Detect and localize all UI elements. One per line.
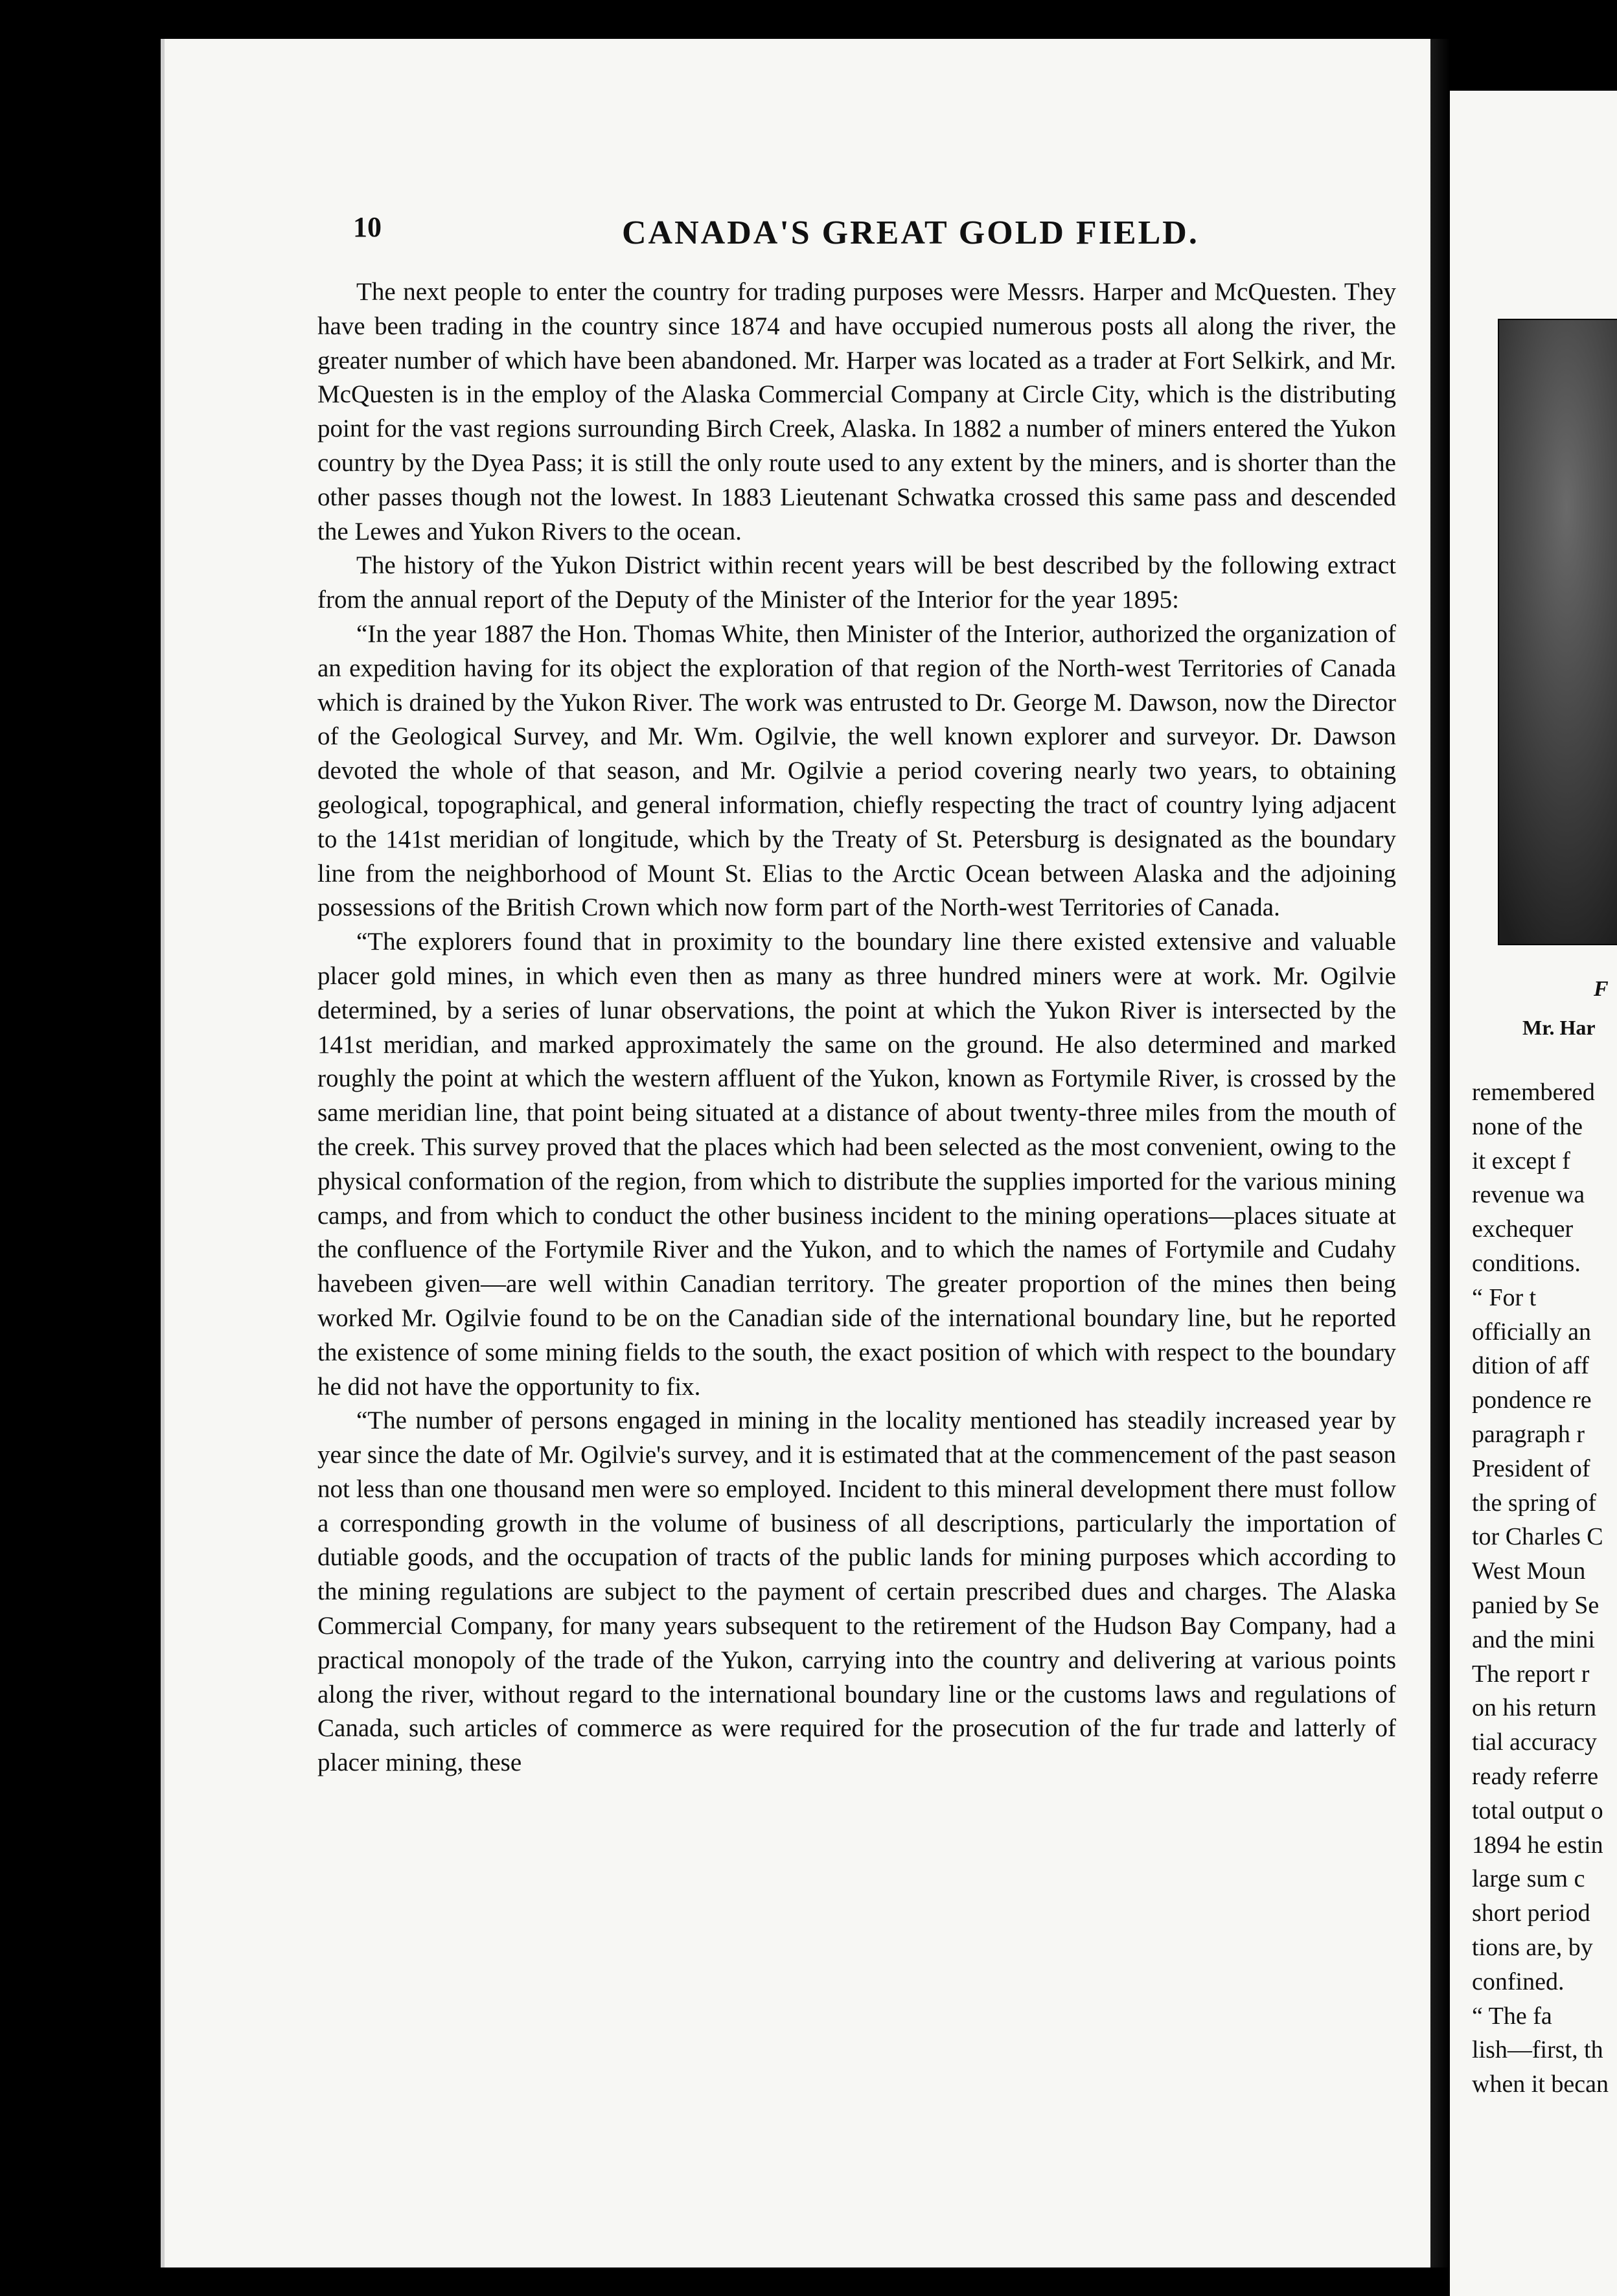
text-line: President of bbox=[1472, 1454, 1590, 1482]
text-line: The report r bbox=[1472, 1660, 1590, 1688]
text-line: conditions. bbox=[1472, 1249, 1581, 1277]
main-text bbox=[317, 275, 1396, 1780]
text-line: “ The fa bbox=[1472, 2002, 1552, 2030]
text-line: tial accuracy bbox=[1472, 1728, 1598, 1756]
text-line: revenue wa bbox=[1472, 1181, 1585, 1209]
text-line: panied by Se bbox=[1472, 1591, 1600, 1619]
text-line: exchequer bbox=[1472, 1215, 1574, 1243]
text-line: officially an bbox=[1472, 1318, 1591, 1346]
text-line: it except f bbox=[1472, 1147, 1570, 1175]
text-line: on his return bbox=[1472, 1694, 1597, 1722]
text-line: remembered bbox=[1472, 1079, 1595, 1106]
photograph bbox=[1498, 319, 1617, 945]
figure-caption-label: F bbox=[1594, 977, 1609, 1001]
text-line: ready referre bbox=[1472, 1762, 1599, 1790]
text-line: confined. bbox=[1472, 1968, 1565, 1995]
paragraph: “The number of persons engaged in mining in the locality mentioned has steadily increased year by year since the date of Mr. Ogilvie's survey, and it is estimated that at the commencement of the past season not less than one thousand men were so employed. Incident to this mineral development there must follow a corresponding growth in the volume of business of all descriptions, particularly the importation of dutiable goods, and the occupation of tracts of the public lands for mining purposes which according to the mining regulations are subject to the payment of certain prescribed dues and charges. The Alaska Commercial Company, for many years subsequent to the retirement of the Hudson Bay Company, had a practical monopoly of the trade of the Yukon, carrying into the country and delivering at various points along the river, without regard to the international boundary line or the customs laws and regulations of Canada, such articles of commerce as were required for the prosecution of the fur trade and latterly of placer mining, these bbox=[317, 1406, 1396, 1777]
paragraph: The history of the Yukon District within recent years will be best described by the following extract from the annual report of the Deputy of the Minister of the Interior for the year 1895: bbox=[317, 551, 1396, 614]
figure-caption: Mr. Har bbox=[1522, 1016, 1596, 1039]
text-line: the spring of bbox=[1472, 1489, 1597, 1517]
text-line: tions are, by bbox=[1472, 1933, 1593, 1961]
text-line: tor Charles C bbox=[1472, 1523, 1603, 1551]
text-line: short period bbox=[1472, 1900, 1590, 1927]
book-gutter bbox=[1430, 39, 1450, 2267]
text-line: 1894 he estin bbox=[1472, 1831, 1603, 1859]
right-page-text bbox=[1472, 1075, 1617, 2102]
text-line: when it becan bbox=[1472, 2071, 1609, 2098]
paragraph: “In the year 1887 the Hon. Thomas White, then Minister of the Interior, authorized the organization of an expedition having for its object the exploration of that region of the North-west Territories of Canada which is drained by the Yukon River. The work was entrusted to Dr. George M. Dawson, now the Director of the Geological Survey, and Mr. Wm. Ogilvie, the well known explorer and surveyor. Dr. Dawson devoted the whole of that season, and Mr. Ogilvie a period covering nearly two years, to obtaining geological, topographical, and general information, chiefly respecting the tract of country lying adjacent to the 141st meridian of longitude, which by the Treaty of St. Petersburg is designated as the boundary line from the neighborhood of Mount St. Elias to the Arctic Ocean between Alaska and the adjoining possessions of the British Crown which now form part of the North-west Territories of Canada. bbox=[317, 619, 1396, 922]
text-line: total output o bbox=[1472, 1797, 1603, 1824]
text-line: none of the bbox=[1472, 1112, 1583, 1140]
text-line: paragraph r bbox=[1472, 1420, 1585, 1448]
running-title: CANADA'S GREAT GOLD FIELD. bbox=[622, 214, 1199, 251]
text-line: West Moun bbox=[1472, 1557, 1586, 1585]
paragraph: The next people to enter the country for trading purposes were Messrs. Harper and McQuesten. They have been trading in the country since 1874 and have occupied numerous posts all along the river, the greater number of which have been abandoned. Mr. Harper was located as a trader at Fort Selkirk, and Mr. McQuesten is in the employ of the Alaska Commercial Company at Circle City, which is the distributing point for the vast regions surrounding Birch Creek, Alaska. In 1882 a number of miners entered the Yukon country by the Dyea Pass; it is still the only route used to any extent by the miners, and is shorter than the other passes though not the lowest. In 1883 Lieutenant Schwatka crossed this same pass and descended the Lewes and Yukon Rivers to the ocean. bbox=[317, 278, 1396, 545]
text-line: lish—first, th bbox=[1472, 2036, 1603, 2064]
text-line: pondence re bbox=[1472, 1386, 1592, 1414]
text-line: dition of aff bbox=[1472, 1352, 1589, 1380]
paragraph: “The explorers found that in proximity to the boundary line there existed extensive and valuable placer gold mines, in which even then as many as three hundred miners were at work. Mr. Ogilvie determined, by a series of lunar observations, the point at which the Yukon River is intersected by the 141st meridian, and marked approximately the same on the ground. He also determined and marked roughly the point at which the western affluent of the Yukon, known as Fortymile River, is crossed by the same meridian line, that point being situated at a distance of about twenty-three miles from the mouth of the creek. This survey proved that the places which had been selected as the most convenient, owing to the physical conformation of the region, from which to distribute the supplies imported for the various mining camps, and from which to conduct the other business incident to the mining operations—places situate at the confluence of the Fortymile River and the Yukon, and to which the names of Fortymile and Cudahy havebeen given—are well within Canadian territory. The greater proportion of the mines then being worked Mr. Ogilvie found to be on the Canadian side of the international boundary line, but he reported the existence of some mining fields to the south, the exact position of which with respect to the boundary he did not have the opportunity to fix. bbox=[317, 928, 1396, 1401]
text-line: “ For t bbox=[1472, 1283, 1537, 1311]
text-line: and the mini bbox=[1472, 1625, 1595, 1653]
page-number: 10 bbox=[353, 211, 382, 243]
text-line: large sum c bbox=[1472, 1865, 1585, 1893]
